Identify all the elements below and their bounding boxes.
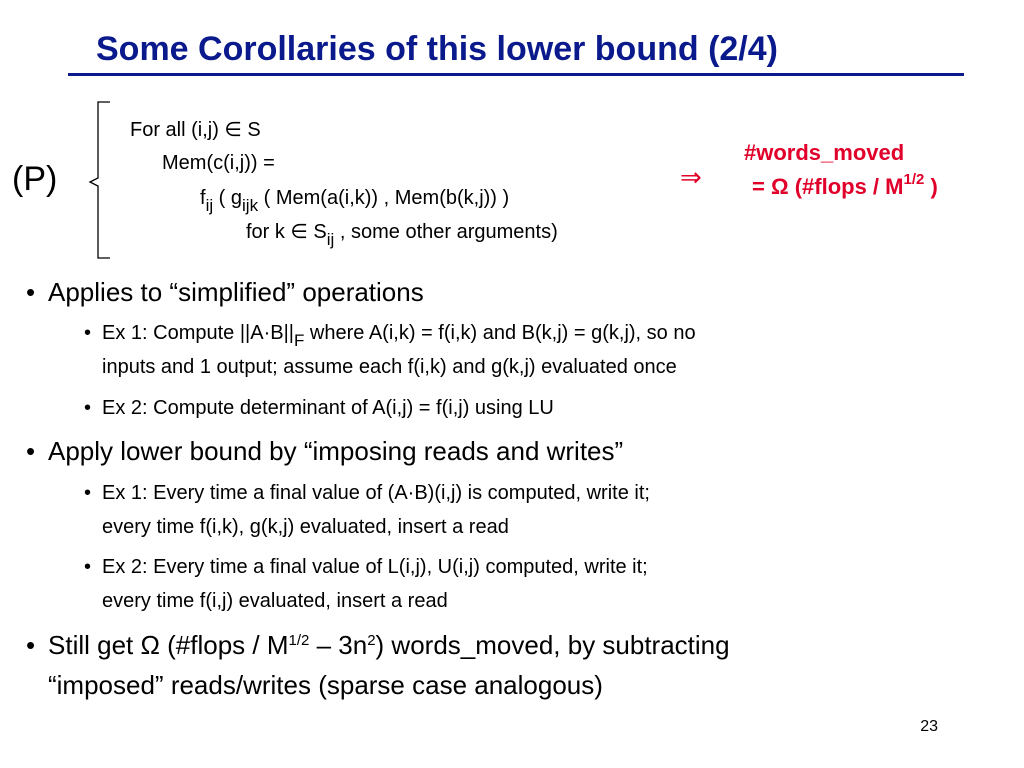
bullet-dot: •	[26, 277, 36, 307]
result-line-2: = Ω (#flops / $M^{1/2}$ )	[752, 171, 938, 199]
formula-line-3: $f_{ij}$ ( $g_{ijk}$ ( Mem(a(i,k)) , Mem(b(k,j)) )	[200, 187, 510, 215]
implies-arrow: ⇒	[680, 162, 702, 192]
bullet-2-1-line-1: Ex 1: Every time a final value of (A·B)(i,j) is computed, write it;	[102, 482, 650, 504]
bullet-1-1-line-1: Ex 1: Compute $||A\cdot B||_F$ where A(i,k) = f(i,k) and B(k,j) = g(k,j), so no	[102, 322, 696, 350]
bullet-3-line-1: Still get Ω (#flops / $M^{1/2} - 3n^2$) words_moved, by subtracting	[48, 630, 730, 660]
bullet-1: Applies to “simplified” operations	[48, 277, 424, 307]
bullet-1-2: Ex 2: Compute determinant of A(i,j) = f(i,j) using LU	[102, 397, 554, 419]
bullet-dot: •	[26, 436, 36, 466]
bullet-dot: •	[84, 556, 92, 578]
formula-line-1: For all (i,j) ∈ S	[130, 119, 261, 141]
bullet-dot: •	[84, 482, 92, 504]
bullet-2-2-line-2: every time f(i,j) evaluated, insert a read	[102, 590, 448, 612]
slide-title: Some Corollaries of this lower bound (2/4)	[96, 30, 778, 68]
formula-line-4: for k ∈ $S_{ij}$ , some other arguments)	[246, 221, 558, 249]
bullet-2: Apply lower bound by “imposing reads and writes”	[48, 436, 624, 466]
page-number: 23	[920, 718, 938, 735]
bullet-3-line-2: “imposed” reads/writes (sparse case analogous)	[48, 670, 603, 700]
formula-label: (P)	[12, 160, 58, 198]
formula-line-2: Mem(c(i,j)) =	[162, 152, 275, 174]
title-underline	[68, 73, 964, 76]
bullet-dot: •	[84, 322, 92, 344]
left-brace	[86, 100, 116, 260]
bullet-dot: •	[26, 630, 36, 660]
bullet-1-1-line-2: inputs and 1 output; assume each f(i,k) and g(k,j) evaluated once	[102, 356, 677, 378]
bullet-2-1-line-2: every time f(i,k), g(k,j) evaluated, insert a read	[102, 516, 509, 538]
result-line-1: #words_moved	[744, 140, 905, 165]
bullet-2-2-line-1: Ex 2: Every time a final value of L(i,j), U(i,j) computed, write it;	[102, 556, 648, 578]
bullet-dot: •	[84, 397, 92, 419]
